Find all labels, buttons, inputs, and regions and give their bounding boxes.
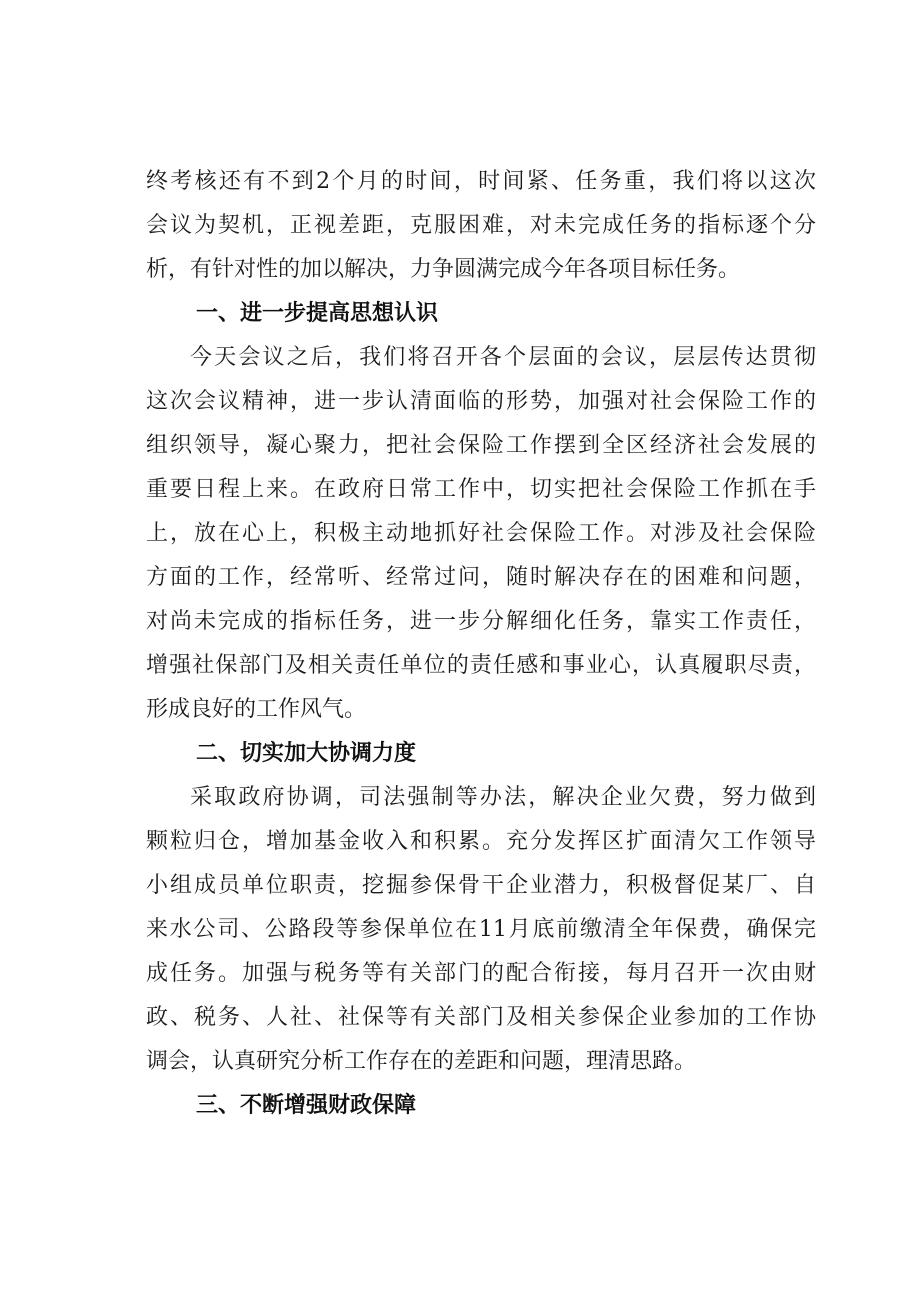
paragraph-line: 形成良好的工作风气。 [146, 697, 367, 722]
paragraph-line: 小组成员单位职责，挖掘参保骨干企业潜力，积极督促某厂、自 [146, 873, 816, 898]
paragraph-line: 颗粒归仓，增加基金收入和积累。充分发挥区扩面清欠工作领导 [146, 829, 816, 854]
paragraph-line: 来水公司、公路段等参保单位在11月底前缴清全年保费，确保完 [146, 917, 816, 942]
paragraph-line: 政、税务、人社、社保等有关部门及相关参保企业参加的工作协 [146, 1005, 816, 1030]
paragraph-line: 调会，认真研究分析工作存在的差距和问题，理清思路。 [146, 1049, 697, 1074]
section-heading-3: 三、不断增强财政保障 [196, 1093, 417, 1118]
paragraph-line: 方面的工作，经常听、经常过问，随时解决存在的困难和问题， [146, 565, 816, 590]
paragraph-line: 增强社保部门及相关责任单位的责任感和事业心，认真履职尽责， [146, 653, 816, 678]
paragraph-line: 这次会议精神，进一步认清面临的形势，加强对社会保险工作的 [146, 389, 816, 414]
paragraph-line: 终考核还有不到2个月的时间，时间紧、任务重，我们将以这次 [146, 169, 816, 194]
paragraph-line: 采取政府协调，司法强制等办法，解决企业欠费，努力做到 [190, 785, 816, 810]
section-heading-2: 二、切实加大协调力度 [196, 741, 417, 766]
section-heading-1: 一、进一步提高思想认识 [196, 301, 439, 326]
paragraph-line: 重要日程上来。在政府日常工作中，切实把社会保险工作抓在手 [146, 477, 816, 502]
paragraph-line: 析，有针对性的加以解决，力争圆满完成今年各项目标任务。 [146, 257, 741, 282]
document-body [146, 160, 816, 1128]
paragraph-line: 会议为契机，正视差距，克服困难，对未完成任务的指标逐个分 [146, 213, 816, 238]
paragraph-line: 今天会议之后，我们将召开各个层面的会议，层层传达贯彻 [190, 345, 816, 370]
paragraph-line: 对尚未完成的指标任务，进一步分解细化任务，靠实工作责任， [146, 609, 816, 634]
paragraph-line: 上，放在心上，积极主动地抓好社会保险工作。对涉及社会保险 [146, 521, 816, 546]
paragraph-line: 组织领导，凝心聚力，把社会保险工作摆到全区经济社会发展的 [146, 433, 816, 458]
paragraph-line: 成任务。加强与税务等有关部门的配合衔接，每月召开一次由财 [146, 961, 816, 986]
